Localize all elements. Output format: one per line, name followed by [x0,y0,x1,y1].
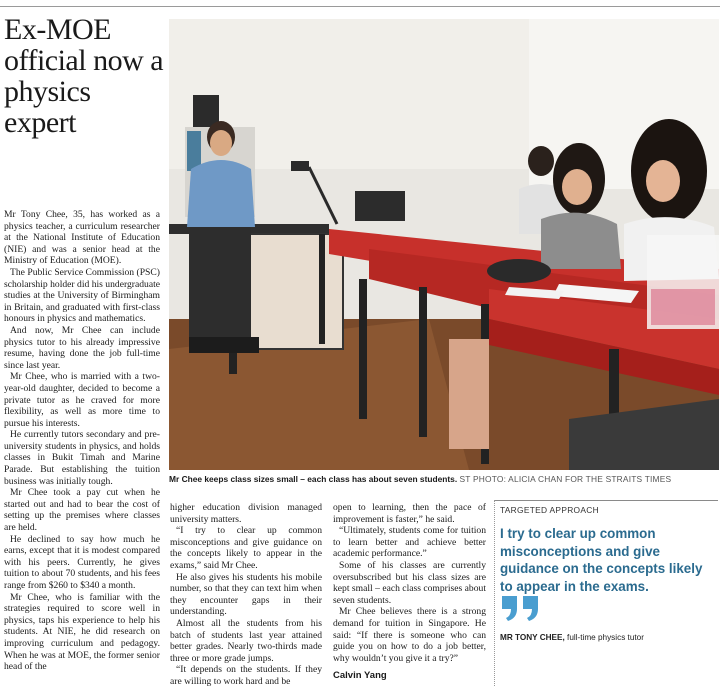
pull-quote-sidebar [494,500,718,690]
paragraph: The Public Service Commission (PSC) scholarship holder did his undergraduate studies at the University of Birmingham in Britain, and graduated with first-class honours in physics and mathematics. [4,266,160,325]
paragraph: And now, Mr Chee can include physics tutor to his already impressive resume, having done the job full-time since last year. [4,324,160,371]
attribution-name: MR TONY CHEE, [500,633,565,642]
sidebar-divider [494,500,496,686]
byline: Calvin Yang [333,670,387,681]
article-column-3 [333,502,486,664]
paragraph: “It depends on the students. If they are willing to work hard and be [170,664,322,687]
quote-attribution [500,633,644,642]
paragraph: He currently tutors secondary and pre-university students in physics, and holds classes in Bukit Timah and Marine Parade. But establishing the tuition business was initially tough. [4,429,160,487]
attribution-role: full-time physics tutor [567,633,644,642]
article-column-2 [170,502,322,688]
paragraph: Mr Chee believes there is a strong demand for tuition in Singapore. He said: “If there is someone who can guide you on how to do a job better, why wouldn’t you give it a try?” [333,606,486,664]
sidebar-rule [494,500,718,501]
article-column-1 [4,209,160,673]
paragraph: Mr Tony Chee, 35, has worked as a physics teacher, a curriculum researcher at the National Institute of Education (NIE) and was a senior head at the Ministry of Education (MOE). [4,209,160,267]
paragraph: Some of his classes are currently oversubscribed but his class sizes are kept small – each class comprises about seven students. [333,559,486,606]
paragraph: He declined to say how much he earns, except that it is modest compared with his peers. Currently, he gives tuition to about 70 students, and his fees range from $260 to $340 a month. [4,533,160,591]
photo-caption [169,474,720,485]
top-rule [0,6,720,7]
photo-credit: ST PHOTO: ALICIA CHAN FOR THE STRAITS TIMES [459,474,672,484]
paragraph: Mr Chee, who is married with a two-year-old daughter, decided to become a private tutor as he craved for more flexibility, as well as more time to pursue his interests. [4,371,160,429]
paragraph: Almost all the students from his batch of students last year attained better grades. Nearly two-thirds made three or more grade jumps. [170,617,322,664]
pull-quote-text: I try to clear up common misconceptions and give guidance on the concepts likely to appear in the exams. [500,526,703,594]
paragraph: open to learning, then the pace of improvement is faster,” he said. [333,502,486,525]
headline: Ex-MOE official now a physics expert [4,13,164,139]
paragraph: “I try to clear up common misconceptions and give guidance on the concepts likely to appear in the exams,” said Mr Chee. [170,525,322,571]
paragraph: higher education division managed university matters. [170,502,322,525]
paragraph: Mr Chee took a pay cut when he started out and had to bear the cost of setting up the premises where classes are held. [4,487,160,534]
paragraph: Mr Chee, who is familiar with the strategies required to score well in physics, taps his experience to help his students. At NIE, he did research on improving curriculum and pedagogy. When he was at MOE, the former senior head of the [4,591,160,673]
sidebar-label: TARGETED APPROACH [500,505,599,515]
paragraph: He also gives his students his mobile number, so that they can text him when they encounter gaps in their understanding. [170,571,322,618]
quote-mark-icon [500,594,542,627]
classroom-photo [169,19,719,470]
caption-text: Mr Chee keeps class sizes small – each class has about seven students. [169,474,458,484]
paragraph: “Ultimately, students come for tuition to learn better and achieve better academic performance.” [333,525,486,560]
